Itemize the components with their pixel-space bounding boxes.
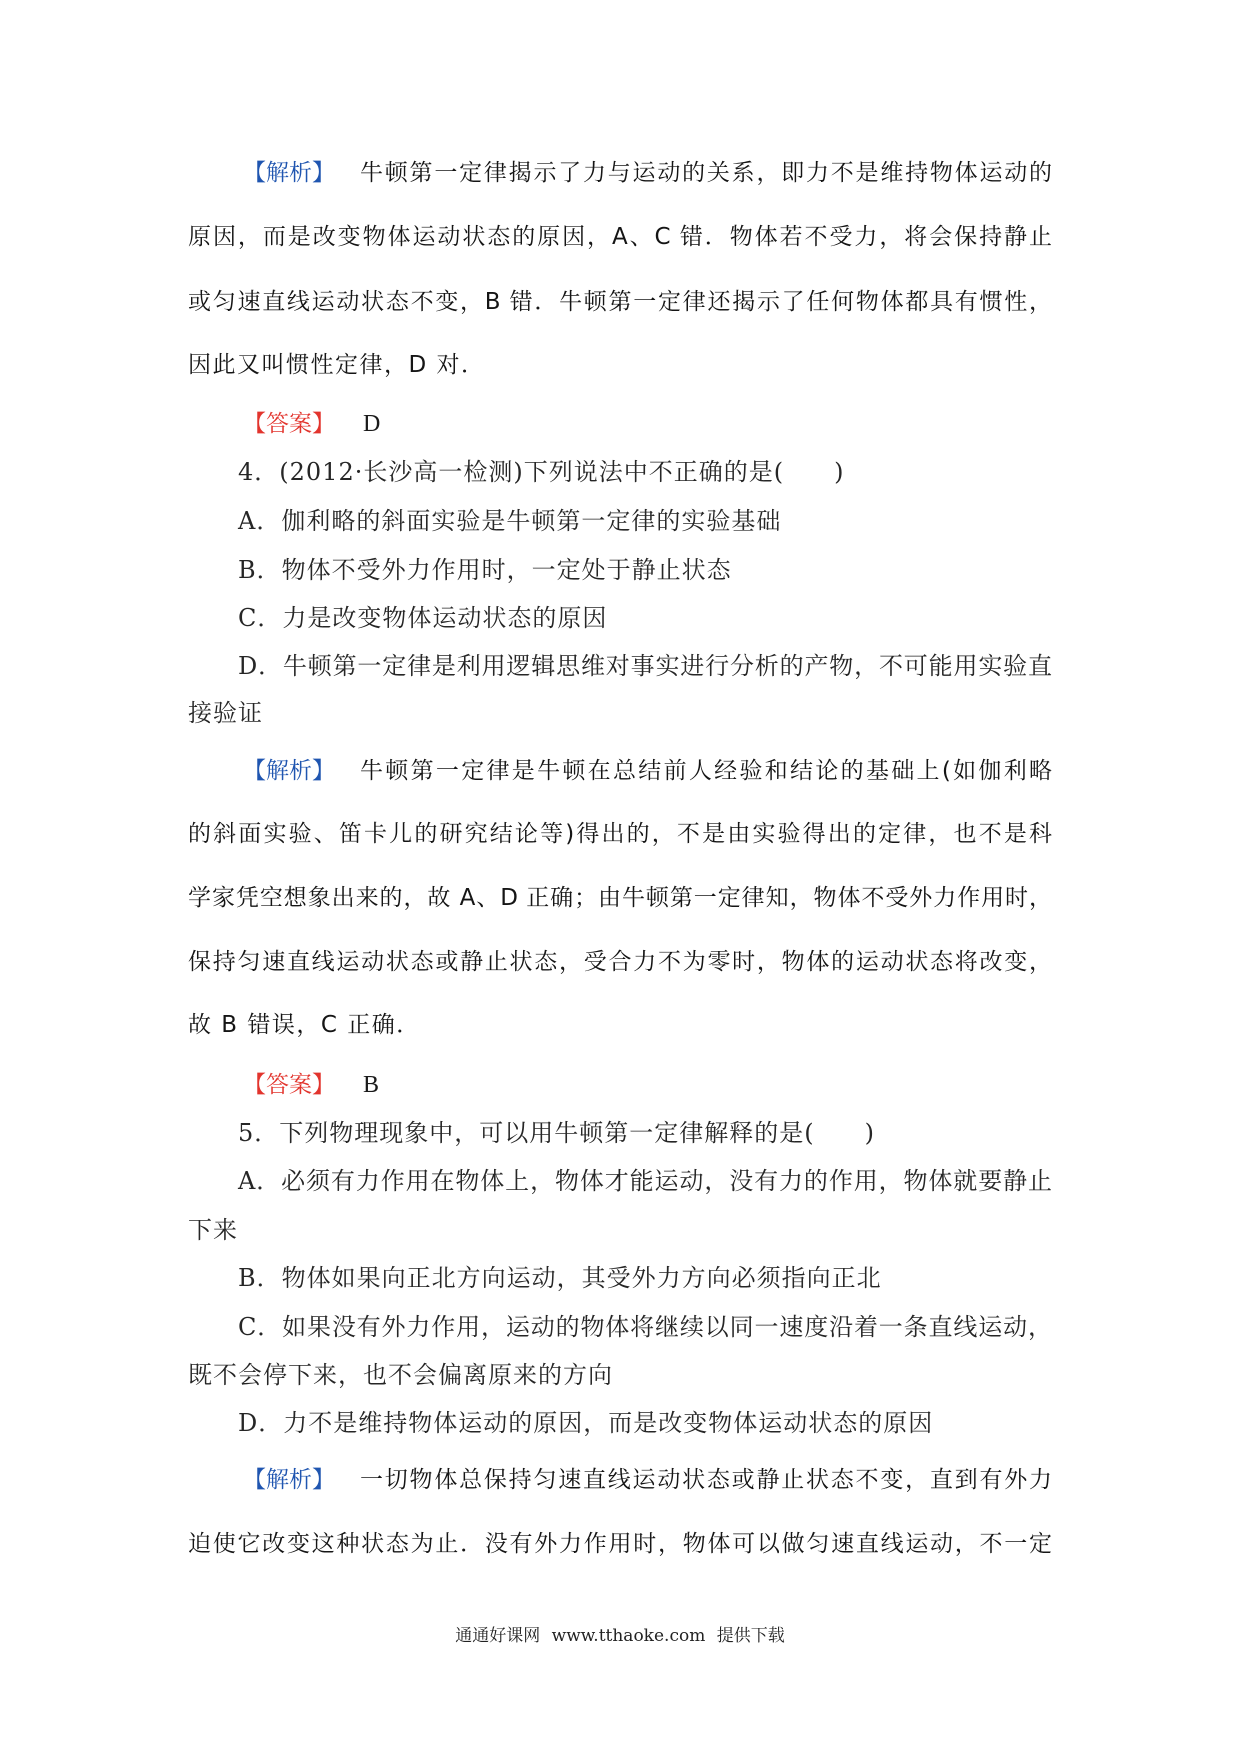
option-line: 既不会停下来，也不会偏离原来的方向 [188, 1361, 613, 1389]
option-line: A．伽利略的斜面实验是牛顿第一定律的实验基础 [238, 507, 782, 535]
answer-value: B [363, 1072, 380, 1098]
option-line: C．力是改变物体运动状态的原因 [238, 604, 608, 632]
answer-value: D [363, 411, 381, 437]
analysis-label: 【解析】 [243, 1467, 335, 1493]
analysis-line: 故 B 错误，C 正确． [188, 1012, 421, 1038]
answer-label: 【答案】 [243, 1072, 335, 1098]
analysis-line: 牛顿第一定律揭示了力与运动的关系，即力不是维持物体运动的 [360, 160, 1052, 186]
analysis-line: 保持匀速直线运动状态或静止状态，受合力不为零时，物体的运动状态将改变， [188, 949, 1052, 975]
analysis-line: 一切物体总保持匀速直线运动状态或静止状态不变，直到有外力 [360, 1467, 1052, 1493]
option-line: A．必须有力作用在物体上，物体才能运动，没有力的作用，物体就要静止 [238, 1167, 1052, 1195]
analysis-label: 【解析】 [243, 160, 335, 186]
analysis-line: 学家凭空想象出来的，故 A、D 正确；由牛顿第一定律知，物体不受外力作用时， [188, 885, 1052, 911]
question-stem: 5．下列物理现象中，可以用牛顿第一定律解释的是( ) [238, 1119, 875, 1147]
analysis-line: 的斜面实验、笛卡儿的研究结论等)得出的，不是由实验得出的定律，也不是科 [188, 821, 1052, 847]
option-line: B．物体如果向正北方向运动，其受外力方向必须指向正北 [238, 1264, 882, 1292]
option-line: 下来 [188, 1216, 238, 1244]
option-line: B．物体不受外力作用时，一定处于静止状态 [238, 556, 732, 584]
analysis-label: 【解析】 [243, 758, 335, 784]
answer-label: 【答案】 [243, 411, 335, 437]
analysis-line: 迫使它改变这种状态为止．没有外力作用时，物体可以做匀速直线运动，不一定 [188, 1531, 1052, 1557]
option-line: D．力不是维持物体运动的原因，而是改变物体运动状态的原因 [238, 1409, 934, 1437]
page-footer: 通通好课网 www.tthaoke.com 提供下载 [455, 1626, 785, 1646]
option-line: C．如果没有外力作用，运动的物体将继续以同一速度沿着一条直线运动， [238, 1313, 1052, 1341]
analysis-line: 或匀速直线运动状态不变，B 错．牛顿第一定律还揭示了任何物体都具有惯性， [188, 289, 1052, 315]
analysis-line: 因此又叫惯性定律，D 对． [188, 352, 486, 378]
analysis-line: 原因，而是改变物体运动状态的原因，A、C 错．物体若不受力，将会保持静止 [188, 224, 1052, 250]
option-line: 接验证 [188, 699, 263, 727]
analysis-line: 牛顿第一定律是牛顿在总结前人经验和结论的基础上(如伽利略 [360, 758, 1052, 784]
question-stem: 4．(2012·长沙高一检测)下列说法中不正确的是( ) [238, 458, 845, 486]
option-line: D．牛顿第一定律是利用逻辑思维对事实进行分析的产物，不可能用实验直 [238, 652, 1052, 680]
